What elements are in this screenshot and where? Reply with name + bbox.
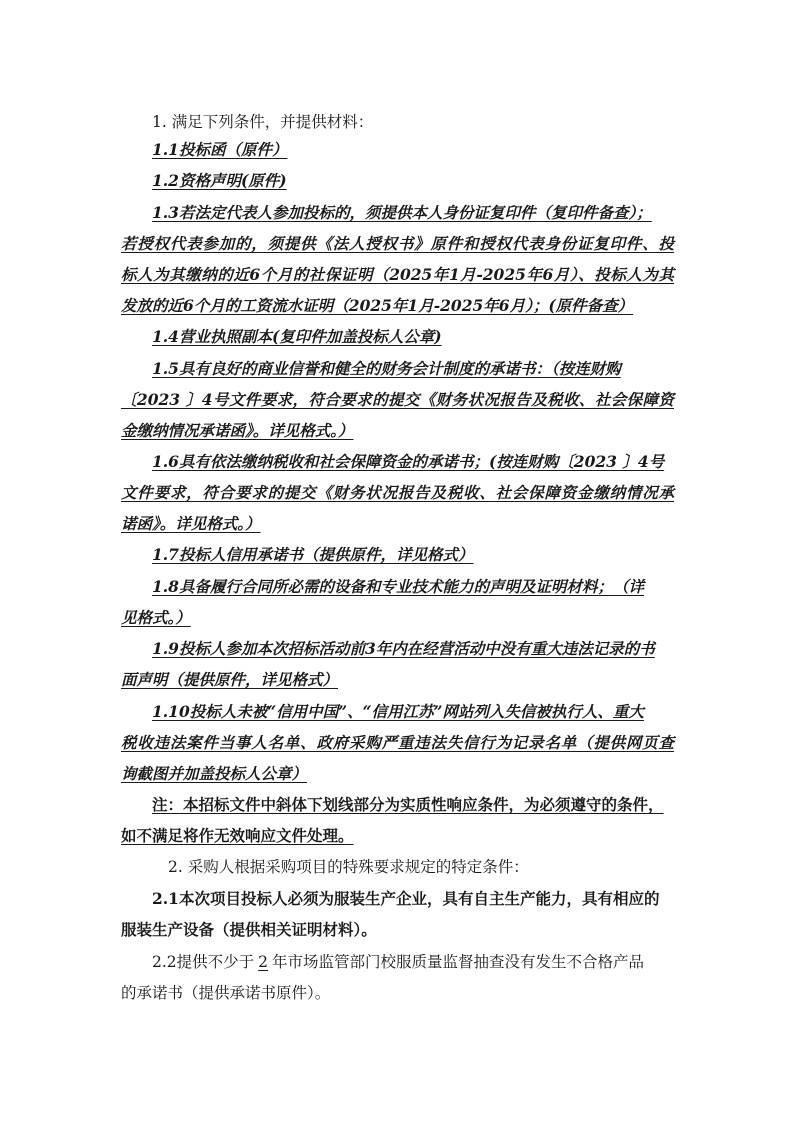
item-1-5-line-1: 1.5具有良好的商业信誉和健全的财务会计制度的承诺书：（按连财购 — [152, 359, 621, 378]
section-2-heading: 2. 采购人根据采购项目的特殊要求规定的特定条件： — [168, 858, 529, 876]
item-1-2: 1.2资格声明(原件) — [152, 171, 287, 190]
item-1-3-line-3: 标人为其缴纳的近6个月的社保证明（2025年1月-2025年6月）、投标人为其 — [121, 265, 674, 284]
item-1-1: 1.1投标函（原件） — [152, 140, 288, 159]
item-1-6-line-3: 诺函》。详见格式。） — [121, 514, 261, 533]
item-1-3-line-4: 发放的近6个月的工资流水证明（2025年1月-2025年6月）；(原件备查） — [121, 296, 634, 315]
item-1-5-line-2: 〔2023 〕4号文件要求，符合要求的提交《财务状况报告及税收、社会保障资 — [121, 390, 674, 409]
item-2-2-suffix: 年市场监管部门校服质量监督抽查没有发生不合格产品 — [272, 953, 645, 971]
note-line-2: 如不满足将作无效响应文件处理。 — [121, 826, 354, 845]
item-1-3-line-2: 若授权代表参加的，须提供《法人授权书》原件和授权代表身份证复印件、投 — [121, 234, 674, 253]
item-1-10-line-2: 税收违法案件当事人名单、政府采购严重违法失信行为记录名单（提供网页查 — [121, 733, 674, 752]
note-line-1: 注：本招标文件中斜体下划线部分为实质性响应条件，为必须遵守的条件， — [152, 795, 664, 814]
item-1-4: 1.4营业执照副本(复印件加盖投标人公章) — [152, 327, 442, 346]
item-1-7: 1.7投标人信用承诺书（提供原件，详见格式） — [152, 545, 474, 564]
item-1-3-line-1: 1.3若法定代表人参加投标的，须提供本人身份证复印件（复印件备查）； — [152, 203, 652, 222]
item-2-1-line-1: 2.1本次项目投标人必须为服装生产企业，具有自主生产能力，具有相应的 — [152, 889, 660, 908]
item-1-10-line-1: 1.10投标人未被“信用中国”、“信用江苏”网站列入失信被执行人、重大 — [152, 702, 644, 721]
item-1-6-line-1: 1.6具有依法缴纳税收和社会保障资金的承诺书；(按连财购〔2023 〕4号 — [152, 452, 665, 471]
item-1-5-line-3: 金缴纳情况承诺函》。详见格式。） — [121, 421, 354, 440]
item-2-2-prefix: 2.2提供不少于 — [152, 953, 255, 971]
item-1-9-line-1: 1.9投标人参加本次招标活动前3年内在经营活动中没有重大违法记录的书 — [152, 639, 655, 658]
item-1-8-line-1: 1.8具备履行合同所必需的设备和专业技术能力的声明及证明材料； （详 — [152, 577, 644, 596]
section-1-heading: 1. 满足下列条件，并提供材料： — [152, 113, 374, 131]
years-blank: 2 — [258, 953, 269, 971]
item-1-6-line-2: 文件要求，符合要求的提交《财务状况报告及税收、社会保障资金缴纳情况承 — [121, 483, 674, 502]
item-2-1-line-2: 服装生产设备（提供相关证明材料）。 — [121, 920, 377, 939]
item-1-9-line-2: 面声明（提供原件，详见格式） — [121, 670, 339, 689]
item-2-2-line-2: 的承诺书（提供承诺书原件）。 — [121, 984, 331, 1002]
item-2-2-line-1 — [152, 952, 644, 972]
item-1-8-line-2: 见格式。） — [121, 608, 191, 627]
item-1-10-line-3: 询截图并加盖投标人公章） — [121, 764, 308, 783]
